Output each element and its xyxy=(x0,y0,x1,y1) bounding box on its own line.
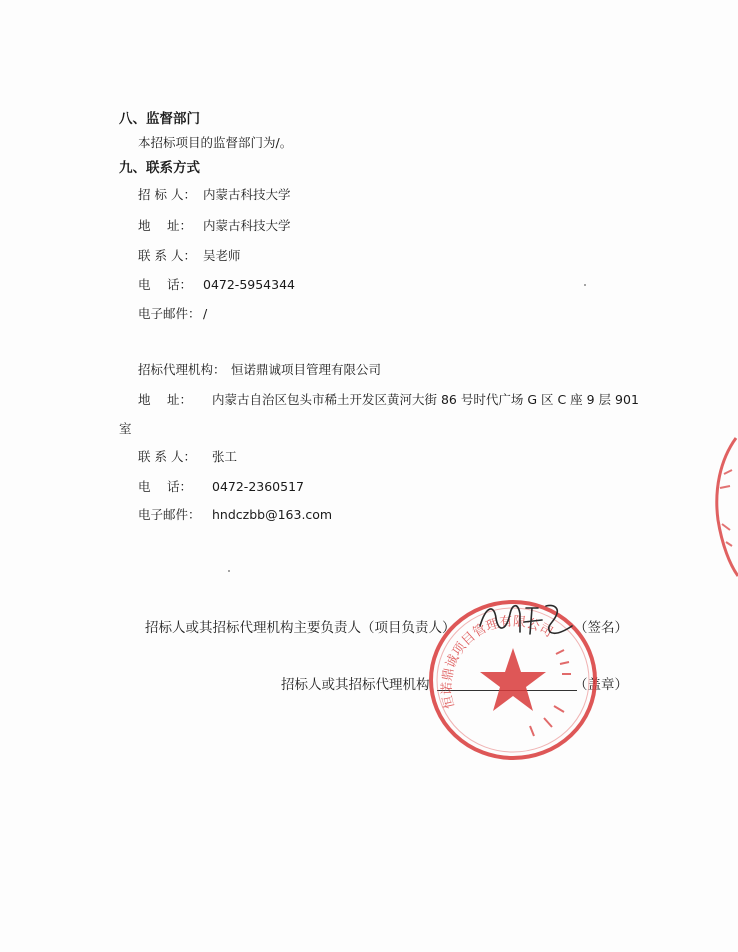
section8-heading: 八、监督部门 xyxy=(119,111,200,127)
agency-phone-label: 电 话： xyxy=(138,479,192,494)
edge-seal-fragment xyxy=(706,430,738,580)
agency-name-value: 恒诺鼎诚项目管理有限公司 xyxy=(231,362,382,377)
agency-contact-label: 联 系 人： xyxy=(138,449,196,464)
sign-line-text: 招标人或其招标代理机构主要负责人（项目负责人） xyxy=(145,620,456,636)
seal-inner-marks xyxy=(530,650,571,736)
seal-suffix: （盖章） xyxy=(574,677,628,693)
agency-address-label: 地 址： xyxy=(138,392,192,407)
scan-speck xyxy=(228,570,230,572)
tenderer-contact-value: 吴老师 xyxy=(203,248,241,263)
section9-heading: 九、联系方式 xyxy=(119,160,200,176)
seal-star-icon xyxy=(480,648,546,711)
tenderer-name-label: 招 标 人： xyxy=(138,187,196,202)
scan-speck xyxy=(584,284,586,286)
tenderer-phone-value: 0472-5954344 xyxy=(203,277,295,292)
tenderer-address-value: 内蒙古科技大学 xyxy=(203,218,291,233)
agency-email-label: 电子邮件： xyxy=(138,507,201,522)
tenderer-contact-label: 联 系 人： xyxy=(138,248,196,263)
tenderer-email-value: / xyxy=(203,306,208,321)
agency-address-value: 内蒙古自治区包头市稀土开发区黄河大街 86 号时代广场 G 区 C 座 9 层 901 xyxy=(212,392,639,407)
section8-text: 本招标项目的监督部门为/。 xyxy=(138,135,293,150)
sign-suffix: （签名） xyxy=(574,620,628,636)
agency-contact-value: 张工 xyxy=(212,449,238,464)
seal-line-text: 招标人或其招标代理机构 xyxy=(281,677,430,693)
tenderer-phone-label: 电 话： xyxy=(138,277,192,292)
tenderer-name-value: 内蒙古科技大学 xyxy=(203,187,291,202)
seal-arc-text: 恒诺鼎诚项目管理有限公司 xyxy=(439,614,556,711)
tenderer-address-label: 地 址： xyxy=(138,218,192,233)
agency-phone-value: 0472-2360517 xyxy=(212,479,304,494)
agency-address-wrap: 室 xyxy=(119,421,132,436)
agency-name-label: 招标代理机构： xyxy=(138,362,226,377)
tenderer-email-label: 电子邮件： xyxy=(138,306,201,321)
handwritten-signature xyxy=(476,596,576,640)
agency-email-value: hndczbb@163.com xyxy=(212,507,333,522)
